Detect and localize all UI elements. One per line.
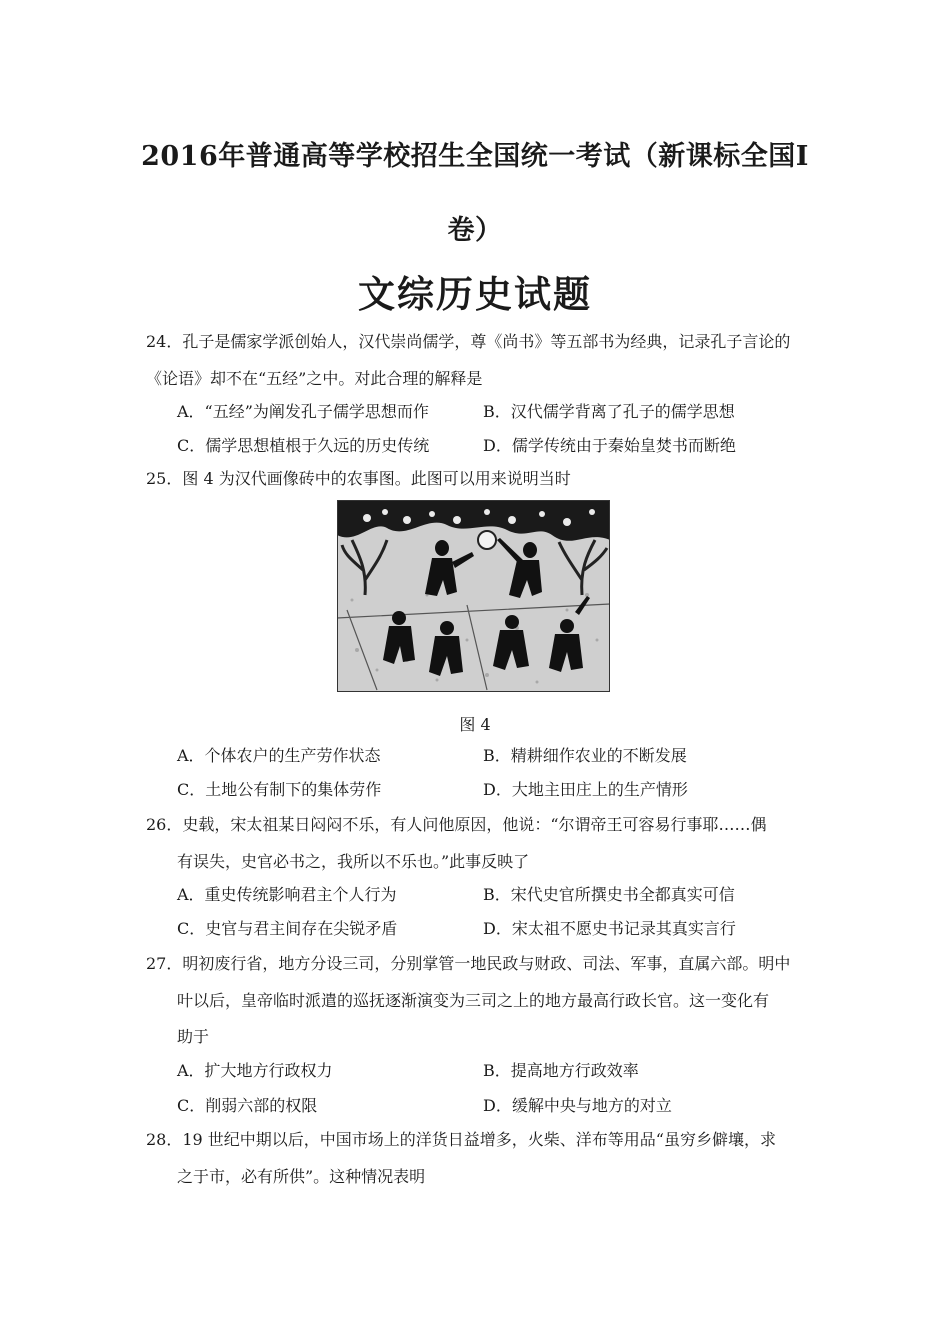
farming-scene-illustration <box>337 500 610 692</box>
question-27-line2: 叶以后，皇帝临时派遣的巡抚逐渐演变为三司之上的地方最高行政长官。这一变化有 <box>177 991 770 1010</box>
question-24-line1: 24．孔子是儒家学派创始人，汉代崇尚儒学，尊《尚书》等五部书为经典，记录孔子言论的 <box>146 332 791 351</box>
question-25-option-a: A．个体农户的生产劳作状态 <box>177 746 381 765</box>
question-26-option-d: D．宋太祖不愿史书记录其真实言行 <box>483 919 736 938</box>
question-26-option-c: C．史官与君主间存在尖锐矛盾 <box>177 919 398 938</box>
question-27-option-c: C．削弱六部的权限 <box>177 1096 318 1115</box>
question-26-line2: 有误失，史官必书之，我所以不乐也。”此事反映了 <box>177 852 530 871</box>
question-27-option-a: A．扩大地方行政权力 <box>177 1061 333 1080</box>
question-28-line1: 28．19 世纪中期以后，中国市场上的洋货日益增多，火柴、洋布等用品“虽穷乡僻壤，求 <box>146 1130 776 1149</box>
question-26-line1: 26．史载，宋太祖某日闷闷不乐，有人问他原因，他说：“尔谓帝王可容易行事耶……偶 <box>146 815 767 834</box>
question-24-option-a: A．“五经”为阐发孔子儒学思想而作 <box>177 402 429 421</box>
question-27-option-b: B．提高地方行政效率 <box>483 1061 639 1080</box>
question-27-line1: 27．明初废行省，地方分设三司，分别掌管一地民政与财政、司法、军事，直属六部。明中 <box>146 954 791 973</box>
question-25-option-b: B．精耕细作农业的不断发展 <box>483 746 687 765</box>
question-24-option-d: D．儒学传统由于秦始皇焚书而断绝 <box>483 436 736 455</box>
han-brick-farming-image <box>337 500 610 692</box>
question-24-option-b: B．汉代儒学背离了孔子的儒学思想 <box>483 402 735 421</box>
question-26-option-a: A．重史传统影响君主个人行为 <box>177 885 397 904</box>
question-27-option-d: D．缓解中央与地方的对立 <box>483 1096 672 1115</box>
question-24-option-c: C．儒学思想植根于久远的历史传统 <box>177 436 430 455</box>
question-25-option-d: D．大地主田庄上的生产情形 <box>483 780 688 799</box>
question-24-line2: 《论语》却不在“五经”之中。对此合理的解释是 <box>146 369 483 388</box>
figure-caption: 图 4 <box>459 715 491 734</box>
page-title: 文综历史试题 <box>358 273 592 316</box>
question-25-line1: 25．图 4 为汉代画像砖中的农事图。此图可以用来说明当时 <box>146 469 571 488</box>
exam-title-line1: 2016年普通高等学校招生全国统一考试（新课标全国Ⅰ <box>141 141 809 172</box>
exam-title-line2: 卷） <box>447 215 503 246</box>
question-27-line3: 助于 <box>177 1027 210 1046</box>
question-28-line2: 之于市，必有所供”。这种情况表明 <box>177 1167 426 1186</box>
question-26-option-b: B．宋代史官所撰史书全都真实可信 <box>483 885 735 904</box>
question-25-option-c: C．土地公有制下的集体劳作 <box>177 780 382 799</box>
